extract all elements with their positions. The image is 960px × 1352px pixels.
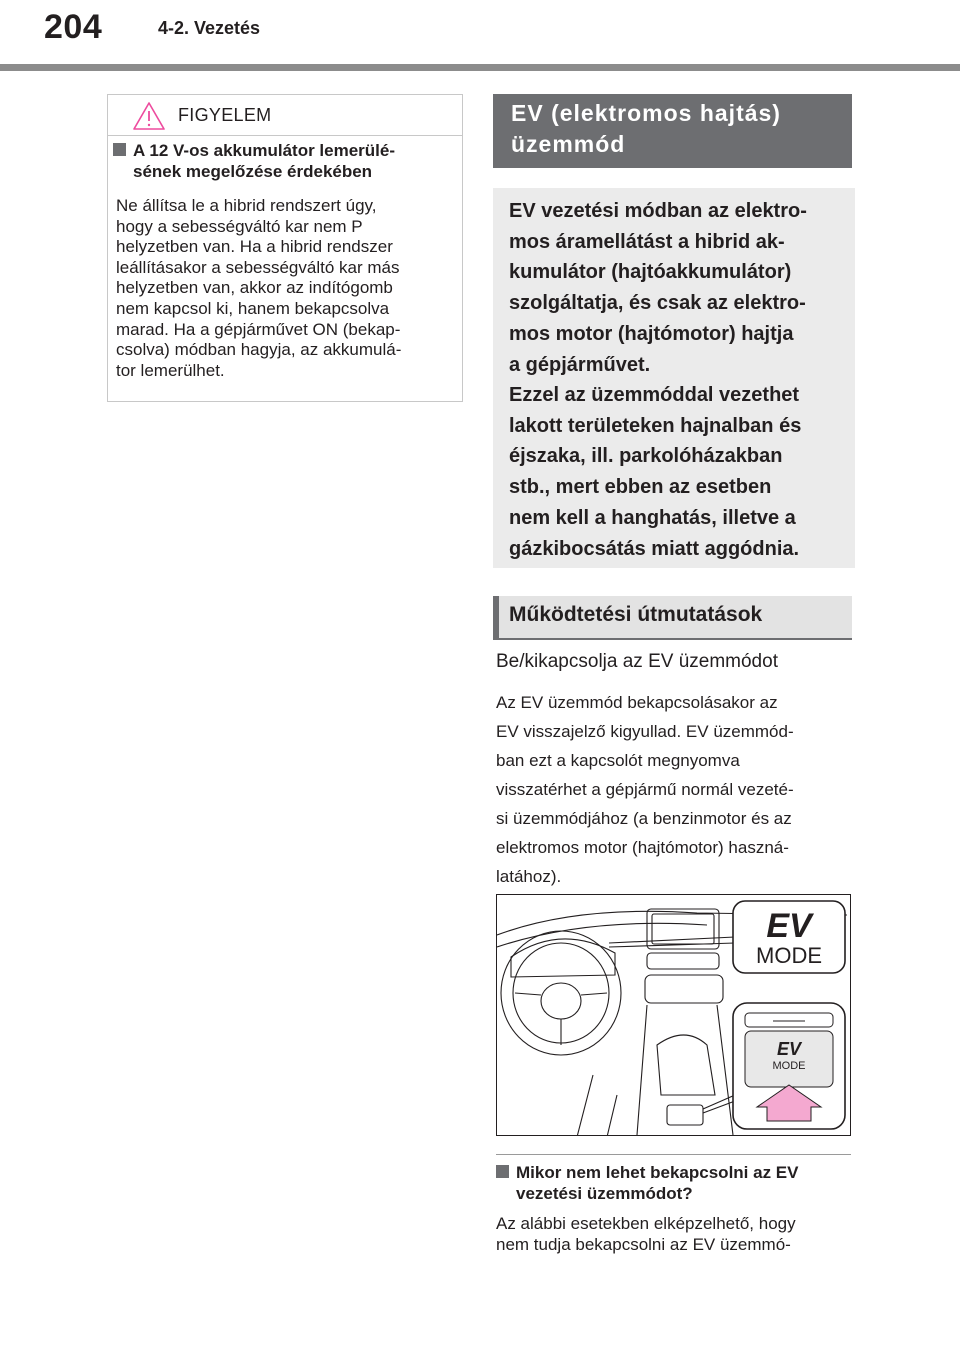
warning-header [108, 95, 462, 136]
toggle-label: Be/kikapcsolja az EV üzemmódot [496, 651, 778, 672]
question-subheading [496, 1162, 852, 1204]
ev-section-title: EV (elektromos hajtás) üzemmód [511, 100, 781, 157]
section-title: 4-2. Vezetés [158, 18, 261, 38]
warning-triangle-icon [132, 101, 166, 131]
operation-heading-text: Működtetési útmutatások [509, 603, 763, 626]
square-bullet-icon [113, 143, 126, 156]
square-bullet-icon [496, 1165, 509, 1178]
ev-button-line2: MODE [772, 1060, 806, 1072]
question-subheading-text: Mikor nem lehet bekapcsolni az EV vezetési üzemmódot? [516, 1163, 799, 1203]
page-number: 204 [44, 8, 103, 46]
question-body: Az alábbi esetekben elképzelhető, hogy nem tudja bekapcsolni az EV üzemmó- [496, 1214, 796, 1254]
warning-body: Ne állítsa le a hibrid rendszert úgy, hogy a sebességváltó kar nem P helyzetben van. Ha a hibrid rendszer leállításakor a sebességváltó kar más helyzetben van, akkor az indítógomb nem kapcsol ki, hanem bekapcsolva marad. Ha a gépjárművet ON (bekap- csolva) módban hagyja, az akkumulá- tor lemerülhet. [116, 196, 402, 380]
warning-subheading-text: A 12 V-os akkumulátor lemerülé- sének megelőzése érdekében [133, 141, 396, 181]
question-divider [496, 1154, 851, 1155]
intro-box [493, 188, 855, 568]
ev-indicator-line1: EV [766, 907, 812, 945]
dashboard-illustration [496, 894, 851, 1136]
intro-paragraph-2: Ezzel az üzemmóddal vezethet lakott területeken hajnalban és éjszaka, ill. parkolóházakban stb., mert ebben az esetben nem kell a hanghatás, illetve a gázkibocsátás miatt aggódnia. [509, 384, 802, 560]
intro-paragraph-1: EV vezetési módban az elektro- mos áramellátást a hibrid ak- kumulátor (hajtóakkumulátor) szolgáltatja, és csak az elektro- mos motor (hajtómotor) hajtja a gépjárművet. [509, 200, 807, 376]
warning-title: FIGYELEM [178, 105, 272, 125]
operation-heading [493, 596, 852, 640]
operation-body: Az EV üzemmód bekapcsolásakor az EV visszajelző kigyullad. EV üzemmód- ban ezt a kapcsolót megnyomva visszatérhet a gépjármű normál vezeté- si üzemmódjához (a benzinmotor és az elektromos motor (hajtómotor) haszná- latához). [496, 693, 794, 886]
ev-section-banner [493, 94, 852, 168]
header-rule [0, 64, 960, 71]
ev-indicator-line2: MODE [756, 943, 822, 968]
ev-button-line1: EV [776, 1039, 802, 1059]
warning-subheading [113, 140, 453, 182]
dashboard-drawing [497, 895, 851, 1136]
